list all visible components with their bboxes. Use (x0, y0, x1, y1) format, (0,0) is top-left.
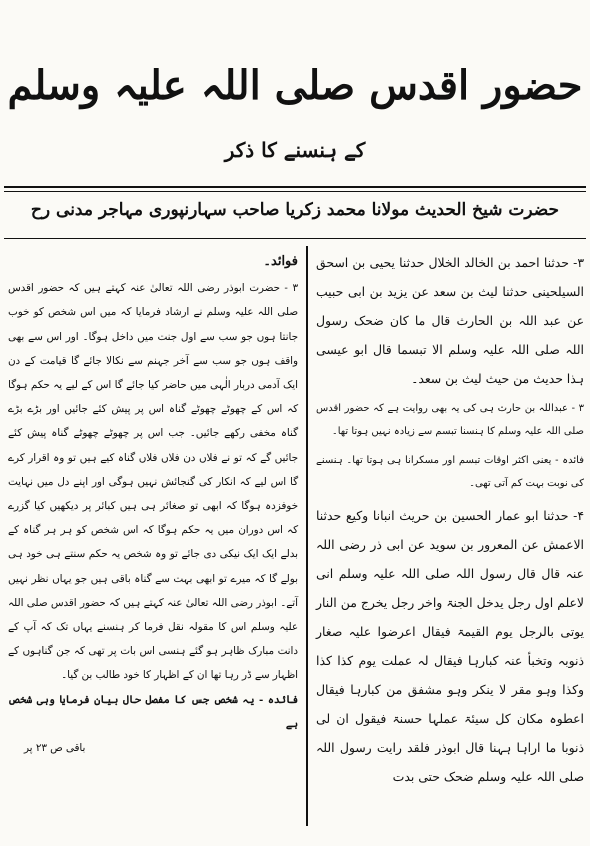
hadith-4-arabic: ۴- حدثنا ابو عمار الحسین بن حریث انبانا وکیع حدثنا الاعمش عن المعرور بن سوید عن ابی ذر رضی اللہ عنہ قال قال رسول اللہ صلی اللہ علیہ وسلم انی لاعلم اول رجل یدخل الجنۃ واخر رجل یخرج من النار یوتی بالرجل یوم القیمۃ فیقال اعرضوا علیہ صغار ذنوبہ وتخبأ عنہ کبارہا فیقال لہ عملت یوم کذا کذا وکذا وہو مقر لا ینکر وہو مشفق من کبارہا فیقال اعطوہ مکان کل سیئۃ عملہا حسنۃ فیقول ان لی ذنوبا ما اراہا ہہنا قال ابوذر فلقد رایت رسول اللہ صلی اللہ علیہ وسلم ضحک حتی بدت (316, 508, 584, 784)
author-line: حضرت شیخ الحدیث مولانا محمد زکریا صاحب سہارنپوری مہاجر مدنی رح (30, 200, 560, 220)
hadith-3-fayda: فائدہ - یعنی اکثر اوقات تبسم اور مسکرانا ہی ہوتا تھا۔ ہنسنے کی نوبت بہت کم آتی تھی۔ (316, 455, 584, 489)
page-subtitle: کے ہنسنے کا ذکر (224, 138, 366, 162)
top-rule (4, 186, 586, 188)
top-rule-thin (4, 191, 586, 192)
section-heading: فوائد۔ (263, 254, 298, 269)
column-divider (306, 246, 308, 826)
page-title: حضور اقدس صلی اللہ علیہ وسلم (7, 62, 583, 109)
left-column (8, 248, 298, 760)
hadith-4-urdu-translation: ۳ - حضرت ابوذر رضی اللہ تعالیٰ عنہ کہتے ہیں کہ حضور اقدس صلی اللہ علیہ وسلم نے ارشاد فرمایا کہ میں اس شخص کو خوب جانتا ہوں جو سب سے اول جنت میں داخل ہوگا۔ اور اس سے بھی واقف ہوں جو سب سے آخر جہنم سے نکالا جائے گا قیامت کے دن ایک آدمی دربار الٰہی میں حاضر کیا جائے گا اس کے لیے یہ حکم ہوگا کہ اس کے چھوٹے چھوٹے گناہ اس پر پیش کئے جائیں اور بڑے بڑے گناہ مخفی رکھے جائیں۔ جب اس پر چھوٹے چھوٹے گناہ پیش کئے جائیں گے کہ تو نے فلاں دن فلاں فلاں گناہ کیے ہیں تو وہ اقرار کرے گا اس لیے کہ انکار کی گنجائش نہیں ہوگی اور اپنے دل میں نہایت خوفزدہ ہوگا کہ ابھی تو صغائر ہی ہیں کبائر پر دیکھیں کیا گزرے کہ اس دوران میں یہ حکم ہوگا کہ اس شخص کو ہر ہر گناہ کے بدلے ایک ایک نیکی دی جائے تو وہ شخص یہ حکم سنتے ہی خود ہی بولے گا کہ میرے تو ابھی بہت سے گناہ باقی ہیں جو یہاں نظر نہیں آتے۔ ابوذر رضی اللہ تعالیٰ عنہ کہتے ہیں کہ حضور اقدس صلی اللہ علیہ وسلم اس کا مقولہ نقل فرما کر ہنسنے یہاں تک کہ آپ کے دانت مبارک ظاہر ہو گئے ہنسی اس بات پر تھی کہ جن گناہوں کے اظہار سے ڈر رہا تھا ان کے اظہار کا خود طالب بن گیا۔ (8, 282, 298, 682)
author-rule (4, 238, 586, 239)
hadith-3-arabic: ۳- حدثنا احمد بن الخالد الخلال حدثنا یحیی بن اسحق السیلحینی حدثنا لیث بن سعد عن یزید بن ابی حبیب عن عبد اللہ بن الحارث قال ما کان ضحک رسول اللہ صلی اللہ علیہ وسلم الا تبسما قال ابو عیسی ہذا حدیث من حیث لیث بن سعد۔ (316, 255, 584, 386)
hadith-4-fayda: فائدہ - یہ شخص جس کا مفصل حال بیان فرمایا وہی شخص ہے (8, 693, 298, 730)
continued-note: باقی ص ۲۳ پر (24, 742, 86, 755)
right-column (316, 248, 584, 791)
hadith-3-urdu: ۳ - عبداللہ بن حارث ہی کی یہ بھی روایت ہے کہ حضور اقدس صلی اللہ علیہ وسلم کا ہنسنا تبسم سے زیادہ نہیں ہوتا تھا۔ (316, 403, 584, 437)
